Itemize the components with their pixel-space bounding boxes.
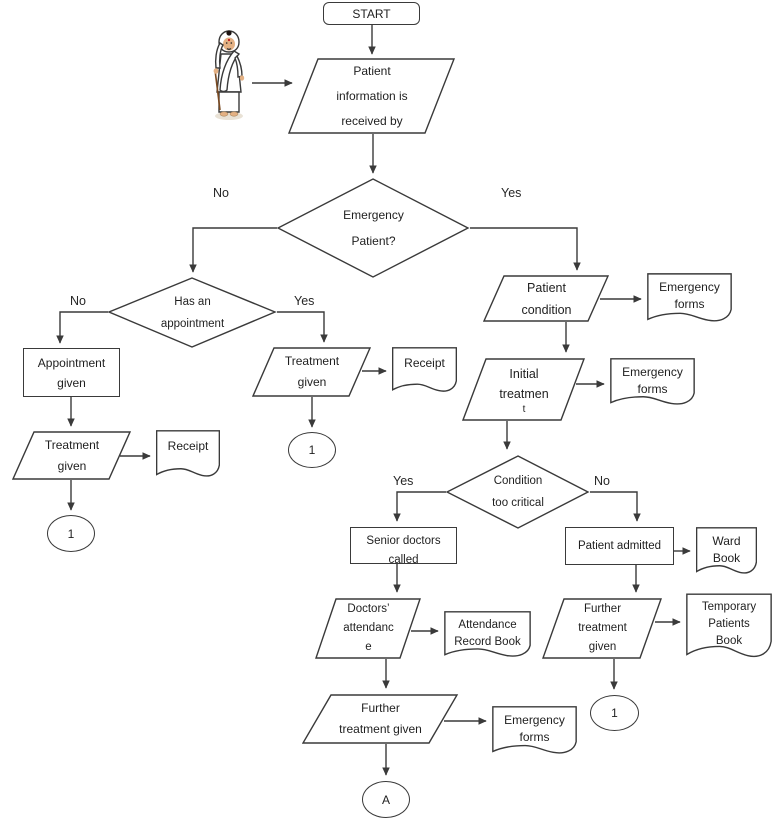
has-appointment-decision[interactable] xyxy=(108,277,277,348)
branch-label-no: No xyxy=(594,474,610,488)
step-label-line: attendanc xyxy=(343,622,394,634)
start-label: START xyxy=(352,6,391,21)
emergency-forms-document-2[interactable] xyxy=(610,358,695,408)
branch-label-yes: Yes xyxy=(501,186,522,200)
offpage-connector-1-right[interactable] xyxy=(590,695,639,731)
connector-label: 1 xyxy=(611,706,618,720)
ward-book-document[interactable] xyxy=(696,527,757,577)
step-label-line: Treatment xyxy=(284,354,340,368)
document-label-line: Book xyxy=(712,551,741,565)
step-label-line: t xyxy=(522,403,526,415)
decision-label-line: Emergency xyxy=(343,208,404,222)
document-label-line: forms xyxy=(519,730,550,744)
initial-treatment-step[interactable] xyxy=(462,358,586,421)
receipt-document-mid[interactable] xyxy=(392,347,457,395)
document-label-line: Emergency xyxy=(659,280,720,294)
emergency-patient-decision[interactable] xyxy=(277,178,470,278)
step-label-line: e xyxy=(365,641,372,653)
step-label-line: given xyxy=(297,375,327,389)
step-label-line: condition xyxy=(521,302,572,317)
step-label-line: called xyxy=(388,554,419,564)
doctors-attendance-step[interactable] xyxy=(315,598,422,659)
step-label-line: treatment xyxy=(578,622,627,634)
document-label-line: Record Book xyxy=(454,636,521,648)
senior-doctors-called-step[interactable] xyxy=(350,527,457,564)
document-label-line: forms xyxy=(637,382,668,396)
connector-label: A xyxy=(381,792,390,807)
appointment-given-step[interactable] xyxy=(23,348,120,397)
document-label-line: Temporary xyxy=(701,601,757,613)
offpage-connector-1-left[interactable] xyxy=(47,515,95,552)
step-label-line: Senior doctors xyxy=(366,535,441,547)
document-label-line: Patients xyxy=(708,618,750,630)
document-label-line: Emergency xyxy=(504,713,565,727)
receipt-document-left[interactable] xyxy=(156,430,220,480)
step-label-line: received by xyxy=(341,113,403,128)
branch-label-no: No xyxy=(70,294,86,308)
step-label-line: Patient xyxy=(353,63,391,78)
step-label-line: Patient xyxy=(527,280,566,295)
patient-information-received-step[interactable] xyxy=(288,58,456,134)
document-label-line: Attendance xyxy=(458,619,517,631)
step-label-line: Initial xyxy=(509,366,539,381)
treatment-given-left-step[interactable] xyxy=(12,431,132,480)
step-label-line: given xyxy=(57,458,87,473)
document-label-line: Ward xyxy=(712,534,741,548)
document-label-line: Emergency xyxy=(622,365,683,379)
condition-critical-decision[interactable] xyxy=(446,455,590,529)
decision-label-line: Has an xyxy=(174,295,211,308)
patient-condition-step[interactable] xyxy=(483,275,610,322)
document-label: Receipt xyxy=(404,356,445,370)
offpage-connector-1-mid[interactable] xyxy=(288,432,336,468)
connector-label: 1 xyxy=(308,443,316,457)
step-label-line: treatmen xyxy=(499,386,549,401)
decision-label-line: appointment xyxy=(160,317,225,330)
decision-label-line: Condition xyxy=(493,475,543,487)
step-label-line: Doctors’ xyxy=(347,603,390,615)
step-label-line: Patient admitted xyxy=(577,540,662,552)
document-label-line: Book xyxy=(715,635,743,645)
temporary-patients-book-document[interactable] xyxy=(686,593,772,662)
patient-admitted-step[interactable] xyxy=(565,527,674,565)
branch-label-no: No xyxy=(213,186,229,200)
emergency-forms-document-3[interactable] xyxy=(492,706,577,757)
emergency-forms-document-1[interactable] xyxy=(647,273,732,325)
further-treatment-mid-step[interactable] xyxy=(302,694,459,744)
step-label-line: given xyxy=(588,641,617,653)
treatment-given-mid-step[interactable] xyxy=(252,347,372,397)
attendance-record-book-document[interactable] xyxy=(444,611,531,660)
document-label: Receipt xyxy=(167,439,209,453)
further-treatment-right-step[interactable] xyxy=(542,598,663,659)
step-label-line: Appointment xyxy=(37,355,106,370)
connector-label: 1 xyxy=(67,526,75,541)
offpage-connector-a[interactable] xyxy=(362,781,410,818)
step-label-line: information is xyxy=(336,88,408,103)
receptionist-woman-icon[interactable] xyxy=(206,30,252,122)
step-label-line: given xyxy=(57,375,86,390)
decision-label-line: too critical xyxy=(492,497,544,509)
branch-label-yes: Yes xyxy=(393,474,414,488)
decision-label-line: Patient? xyxy=(351,234,396,248)
step-label-line: Treatment xyxy=(44,437,100,452)
branch-label-yes: Yes xyxy=(294,294,315,308)
step-label-line: Further xyxy=(361,701,400,715)
document-label-line: forms xyxy=(674,297,705,311)
step-label-line: Further xyxy=(583,603,622,615)
start-terminator[interactable] xyxy=(323,2,420,25)
step-label-line: treatment given xyxy=(339,722,422,736)
